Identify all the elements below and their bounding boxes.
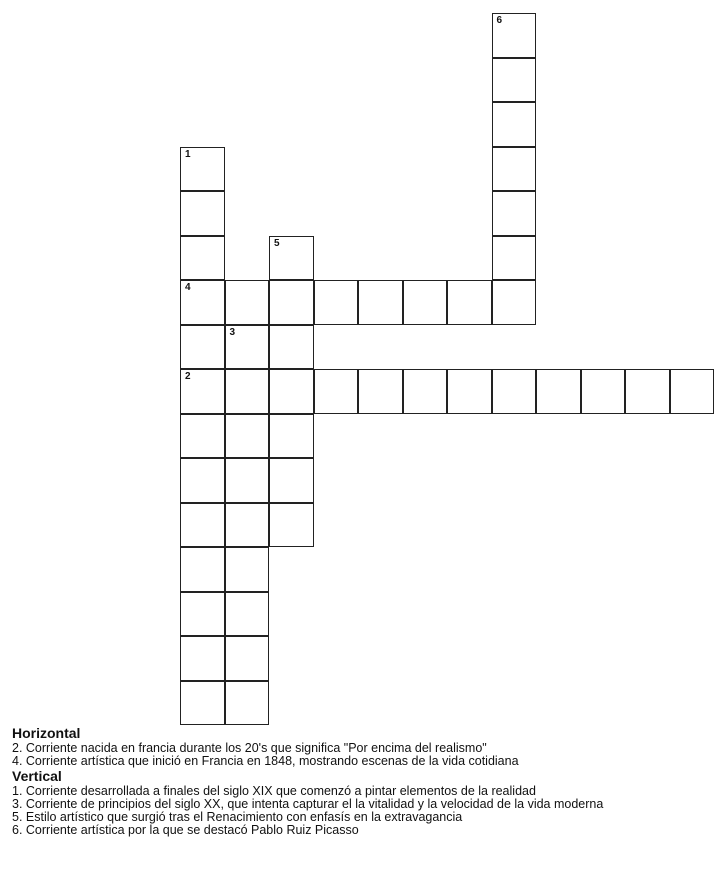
crossword-cell[interactable] — [225, 414, 270, 459]
crossword-cell[interactable] — [492, 13, 537, 58]
crossword-cell[interactable] — [180, 636, 225, 681]
clue-number: 1 — [185, 148, 191, 160]
crossword-cell[interactable] — [225, 369, 270, 414]
crossword-cell[interactable] — [492, 191, 537, 236]
crossword-cell[interactable] — [225, 458, 270, 503]
crossword-cell[interactable] — [180, 325, 225, 370]
crossword-cell[interactable] — [269, 458, 314, 503]
horizontal-clue-2: 2. Corriente nacida en francia durante los 20's que significa "Por encima del realismo" — [12, 741, 487, 755]
crossword-cell[interactable] — [403, 280, 448, 325]
vertical-clue-5: 5. Estilo artístico que surgió tras el Renacimiento con enfasís en la extravagancia — [12, 810, 463, 824]
crossword-cell[interactable] — [314, 369, 359, 414]
crossword-cell[interactable] — [536, 369, 581, 414]
crossword-cell[interactable] — [225, 681, 270, 726]
crossword-cell[interactable] — [225, 325, 270, 370]
crossword-cell[interactable] — [225, 547, 270, 592]
crossword-cell[interactable] — [269, 325, 314, 370]
crossword-cell[interactable] — [180, 147, 225, 192]
crossword-cell[interactable] — [180, 503, 225, 548]
crossword-cell[interactable] — [180, 681, 225, 726]
crossword-cell[interactable] — [492, 280, 537, 325]
crossword-cell[interactable] — [670, 369, 715, 414]
crossword-cell[interactable] — [180, 547, 225, 592]
crossword-cell[interactable] — [269, 236, 314, 281]
crossword-cell[interactable] — [225, 503, 270, 548]
horizontal-clue-4: 4. Corriente artística que inició en Francia en 1848, mostrando escenas de la vida cotidiana — [12, 754, 519, 768]
crossword-cell[interactable] — [180, 414, 225, 459]
clue-number: 3 — [229, 326, 236, 338]
crossword-cell[interactable] — [492, 369, 537, 414]
clue-number: 5 — [274, 237, 280, 249]
crossword-cell[interactable] — [492, 102, 537, 147]
crossword-cell[interactable] — [314, 280, 359, 325]
crossword-cell[interactable] — [403, 369, 448, 414]
crossword-cell[interactable] — [358, 369, 403, 414]
crossword-cell[interactable] — [225, 592, 270, 637]
crossword-cell[interactable] — [358, 280, 403, 325]
vertical-clue-1: 1. Corriente desarrollada a finales del siglo XIX que comenzó a pintar elementos de la realidad — [12, 784, 536, 798]
clue-number: 2 — [185, 371, 191, 382]
crossword-cell[interactable] — [269, 414, 314, 459]
crossword-cell[interactable] — [180, 280, 225, 325]
crossword-cell[interactable] — [492, 147, 537, 192]
crossword-cell[interactable] — [269, 503, 314, 548]
crossword-cell[interactable] — [447, 280, 492, 325]
crossword-cell[interactable] — [180, 369, 225, 414]
crossword-cell[interactable] — [180, 236, 225, 281]
crossword-cell[interactable] — [180, 191, 225, 236]
crossword-cell[interactable] — [269, 369, 314, 414]
crossword-cell[interactable] — [492, 236, 537, 281]
crossword-cell[interactable] — [225, 636, 270, 681]
vertical-clue-3: 3. Corriente de principios del siglo XX, que intenta capturar el la vitalidad y la velocidad de la vida moderna — [12, 797, 604, 811]
horizontal-heading: Horizontal — [12, 725, 81, 741]
vertical-heading: Vertical — [12, 768, 62, 784]
crossword-cell[interactable] — [225, 280, 270, 325]
crossword-cell[interactable] — [581, 369, 626, 414]
crossword-cell[interactable] — [180, 458, 225, 503]
clues-section — [12, 725, 722, 837]
crossword-cell[interactable] — [269, 280, 314, 325]
crossword-cell[interactable] — [447, 369, 492, 414]
clue-number: 6 — [496, 15, 503, 26]
vertical-clue-6: 6. Corriente artística por la que se destacó Pablo Ruiz Picasso — [12, 823, 359, 837]
crossword-cell[interactable] — [180, 592, 225, 637]
crossword-cell[interactable] — [492, 58, 537, 103]
clue-number: 4 — [185, 282, 191, 293]
crossword-cell[interactable] — [625, 369, 670, 414]
